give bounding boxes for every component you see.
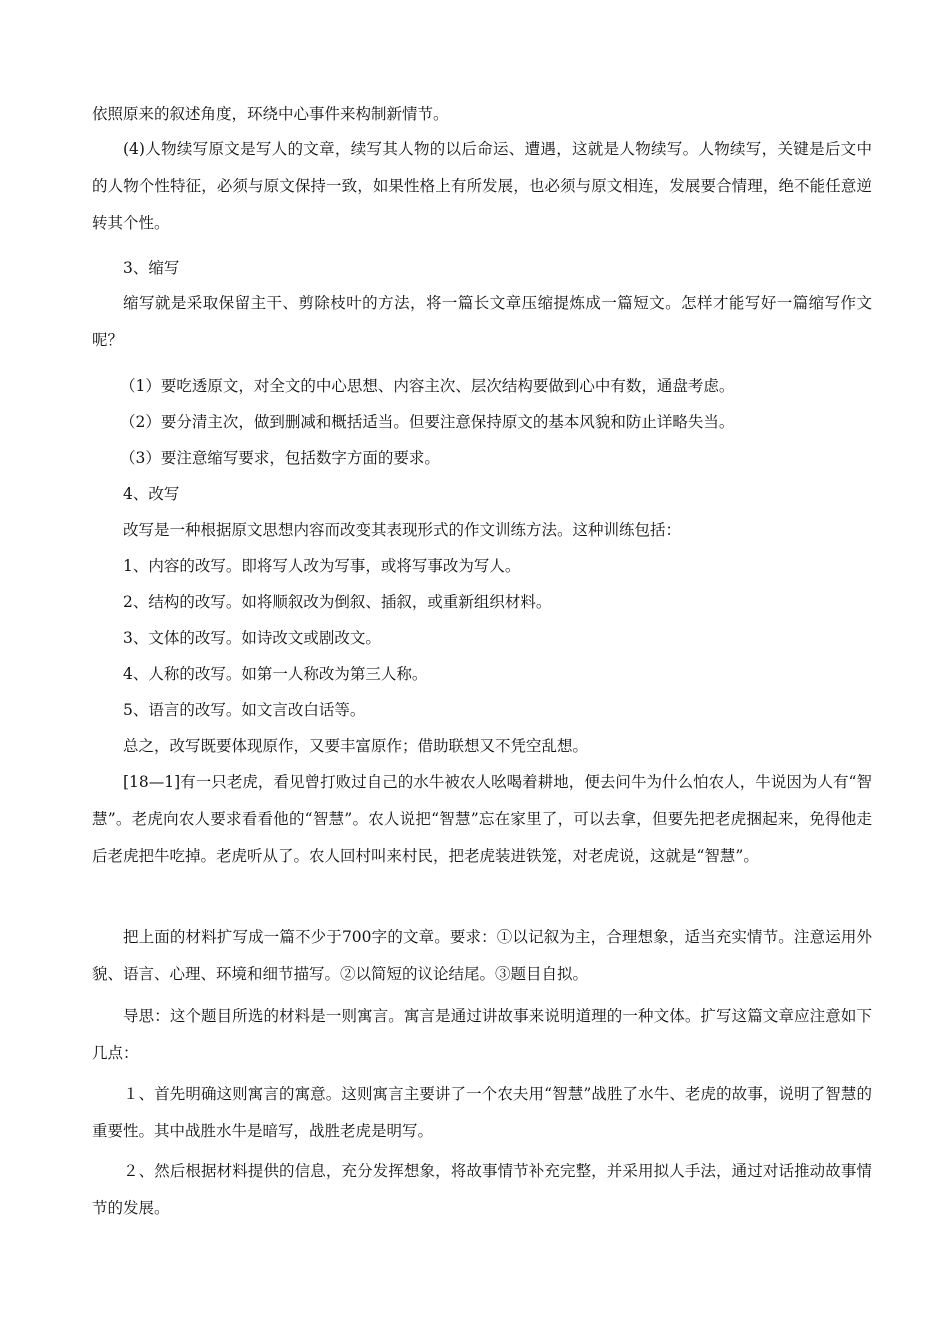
paragraph-assignment: 把上面的材料扩写成一篇不少于700字的文章。要求：①以记叙为主，合理想象，适当充实情节。注意运用外貌、语言、心理、环境和细节描写。②以简短的议论结尾。③题目自拟。	[92, 928, 872, 983]
heading-rewriting: 4、改写	[123, 485, 180, 503]
heading-abridgement: 3、缩写	[123, 259, 180, 277]
list-item-rewriting-5: 5、语言的改写。如文言改白话等。	[123, 701, 366, 719]
paragraph-character-continuation: (4)人物续写原文是写人的文章，续写其人物的以后命运、遭遇，这就是人物续写。人物续写，关键是后文中的人物个性特征，必须与原文保持一致，如果性格上有所发展，也必须与原文相连，发展要合情理，绝不能任意逆转其个性。	[92, 140, 872, 232]
paragraph-guidance-point-1: １、首先明确这则寓言的寓意。这则寓言主要讲了一个农夫用“智慧”战胜了水牛、老虎的故事，说明了智慧的重要性。其中战胜水牛是暗写，战胜老虎是明写。	[92, 1085, 872, 1140]
list-item-rewriting-4: 4、人称的改写。如第一人称改为第三人称。	[123, 665, 428, 683]
paragraph-guidance-point-2: ２、然后根据材料提供的信息，充分发挥想象，将故事情节补充完整，并采用拟人手法，通过对话推动故事情节的发展。	[92, 1162, 872, 1217]
list-item-rewriting-1: 1、内容的改写。即将写人改为写事，或将写事改为写人。	[123, 557, 521, 575]
paragraph-summary: 总之，改写既要体现原作，又要丰富原作；借助联想又不凭空乱想。	[123, 737, 589, 755]
list-item-rewriting-2: 2、结构的改写。如将顺叙改为倒叙、插叙，或重新组织材料。	[123, 593, 552, 611]
paragraph-abridgement-definition: 缩写就是采取保留主干、剪除枝叶的方法，将一篇长文章压缩提炼成一篇短文。怎样才能写好一篇缩写作文呢？	[92, 294, 872, 349]
paragraph-intro-line: 依照原来的叙述角度，环绕中心事件来构制新情节。	[92, 105, 449, 123]
list-item-abridgement-2: （2）要分清主次，做到删减和概括适当。但要注意保持原文的基本风貌和防止详略失当。	[120, 413, 735, 431]
paragraph-guidance: 导思：这个题目所选的材料是一则寓言。寓言是通过讲故事来说明道理的一种文体。扩写这篇文章应注意如下几点：	[92, 1007, 872, 1062]
list-item-abridgement-3: （3）要注意缩写要求，包括数字方面的要求。	[120, 449, 440, 467]
paragraph-fable-material: [18—1]有一只老虎，看见曾打败过自己的水牛被农人吆喝着耕地，便去问牛为什么怕农人，牛说因为人有“智慧”。老虎向农人要求看看他的“智慧”。农人说把“智慧”忘在家里了，可以去拿，但要先把老虎捆起来，免得他走后老虎把牛吃掉。老虎听从了。农人回村叫来村民，把老虎装进铁笼，对老虎说，这就是“智慧”。	[92, 773, 872, 865]
paragraph-rewriting-definition: 改写是一种根据原文思想内容而改变其表现形式的作文训练方法。这种训练包括：	[123, 521, 682, 539]
list-item-abridgement-1: （1）要吃透原文，对全文的中心思想、内容主次、层次结构要做到心中有数，通盘考虑。	[120, 377, 735, 395]
list-item-rewriting-3: 3、文体的改写。如诗改文或剧改文。	[123, 629, 381, 647]
